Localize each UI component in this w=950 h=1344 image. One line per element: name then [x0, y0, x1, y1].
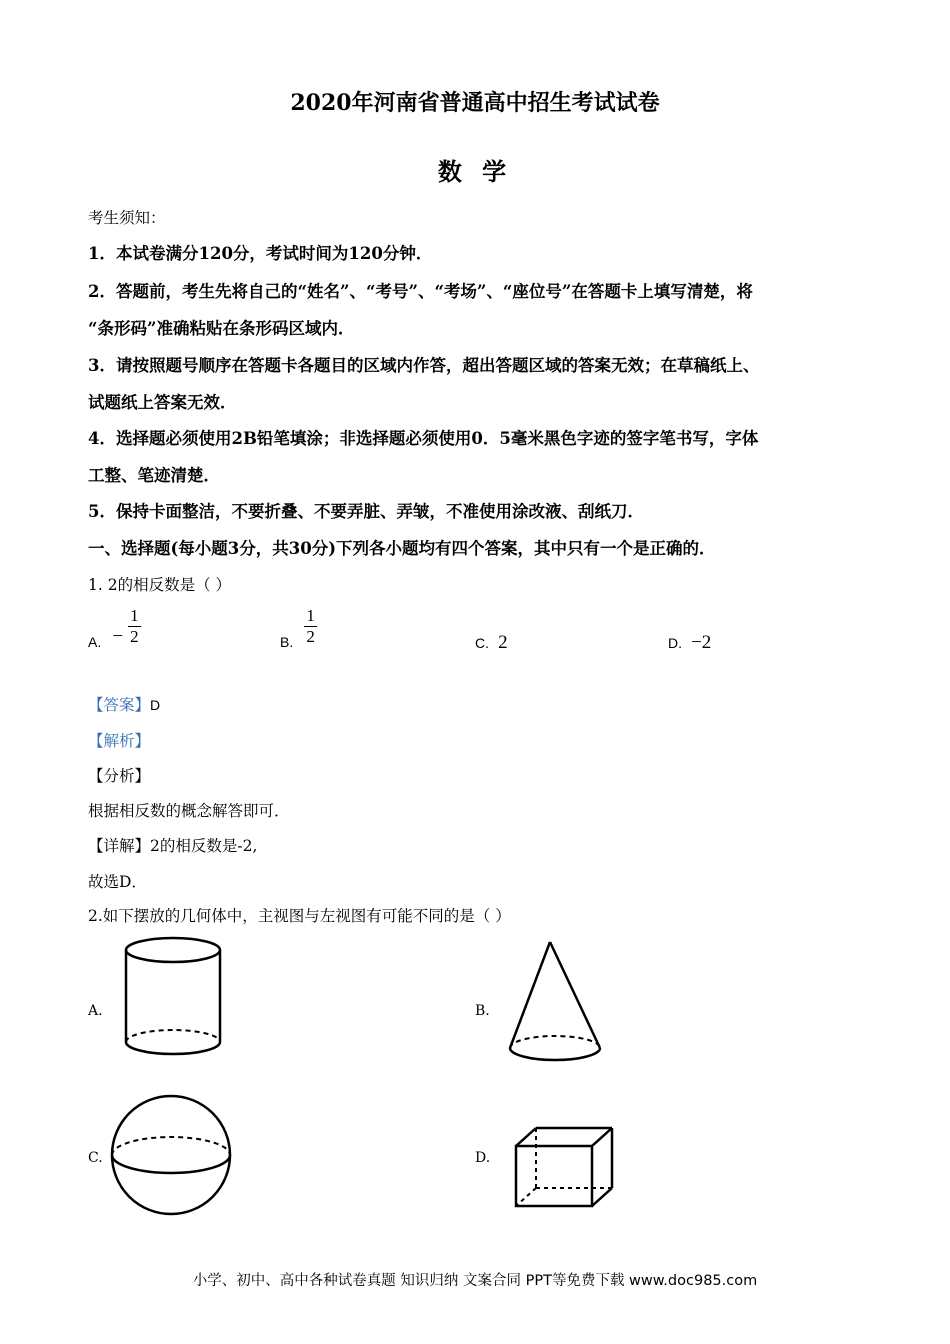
sphere-icon	[106, 1090, 236, 1220]
q2-option-c-label: C.	[88, 1150, 103, 1166]
notice-line-3: “条形码”准确粘贴在条形码区域内．	[88, 319, 355, 338]
cone-icon	[502, 938, 606, 1068]
q1-conclusion: 故选D．	[88, 873, 147, 891]
q1-option-a-label: A.	[88, 634, 102, 650]
q1-option-a-denominator: 2	[130, 627, 139, 646]
question-1-stem: 1. 2的相反数是（ ）	[88, 576, 232, 594]
notice-line-4: 3．请按照题号顺序在答题卡各题目的区域内作答，超出答题区域的答案无效；在草稿纸上、	[88, 356, 760, 375]
detail-tag: 【详解】	[88, 837, 151, 855]
q1-option-b-denominator: 2	[306, 627, 315, 646]
q1-option-b-fraction	[304, 606, 317, 647]
q1-option-d-value: −2	[691, 632, 712, 653]
question-2-stem: 2.如下摆放的几何体中，主视图与左视图有可能不同的是（ ）	[88, 907, 511, 925]
q1-option-b	[280, 606, 317, 650]
answer-value: D	[150, 697, 161, 713]
notice-line-6: 4．选择题必须使用2B铅笔填涂；非选择题必须使用0．5毫米黑色字迹的签字笔书写，字体	[88, 429, 759, 448]
q1-option-d-label: D.	[668, 635, 682, 651]
analysis-tag: 【解析】	[88, 732, 151, 750]
q1-option-d	[668, 632, 711, 654]
q1-detail	[88, 834, 257, 856]
q1-option-a	[88, 606, 141, 650]
q1-answer	[88, 693, 160, 715]
answer-tag: 【答案】	[88, 696, 151, 714]
q2-option-b-label: B.	[475, 1003, 490, 1019]
page-footer: 小学、初中、高中各种试卷真题 知识归纳 文案合同 PPT等免费下载 www.doc985.com	[192, 1273, 758, 1289]
notice-heading: 考生须知：	[88, 209, 166, 227]
notice-line-2: 2．答题前，考生先将自己的“姓名”、“考号”、“考场”、“座位号”在答题卡上填写清楚，将	[88, 282, 753, 301]
q1-option-a-numerator: 1	[130, 606, 139, 625]
notice-line-5: 试题纸上答案无效．	[88, 393, 237, 412]
fenxi-text: 根据相反数的概念解答即可．	[88, 802, 290, 820]
q2-option-a-label: A.	[88, 1003, 103, 1019]
q2-option-d-label: D.	[475, 1150, 491, 1166]
q1-option-c-value: 2	[498, 632, 508, 653]
q1-option-c	[475, 632, 508, 654]
cylinder-icon	[118, 932, 228, 1062]
q1-option-c-label: C.	[475, 635, 489, 651]
fenxi-tag: 【分析】	[88, 767, 151, 785]
q1-option-b-label: B.	[280, 634, 294, 650]
q1-option-a-sign: −	[112, 626, 124, 647]
subject-title: 数 学	[437, 157, 513, 186]
notice-line-1: 1．本试卷满分120分，考试时间为120分钟．	[88, 244, 433, 263]
q1-option-a-fraction	[128, 606, 141, 647]
notice-line-8: 5．保持卡面整洁，不要折叠、不要弄脏、弄皱，不准使用涂改液、刮纸刀．	[88, 502, 644, 521]
page-title: 2020年河南省普通高中招生考试试卷	[290, 90, 660, 116]
detail-text: 2的相反数是-2,	[150, 837, 258, 855]
notice-line-7: 工整、笔迹清楚．	[88, 466, 220, 485]
q1-option-b-numerator: 1	[306, 606, 315, 625]
section-heading: 一、选择题(每小题3分，共30分)下列各小题均有四个答案，其中只有一个是正确的．	[88, 539, 716, 558]
cuboid-icon	[512, 1122, 618, 1212]
